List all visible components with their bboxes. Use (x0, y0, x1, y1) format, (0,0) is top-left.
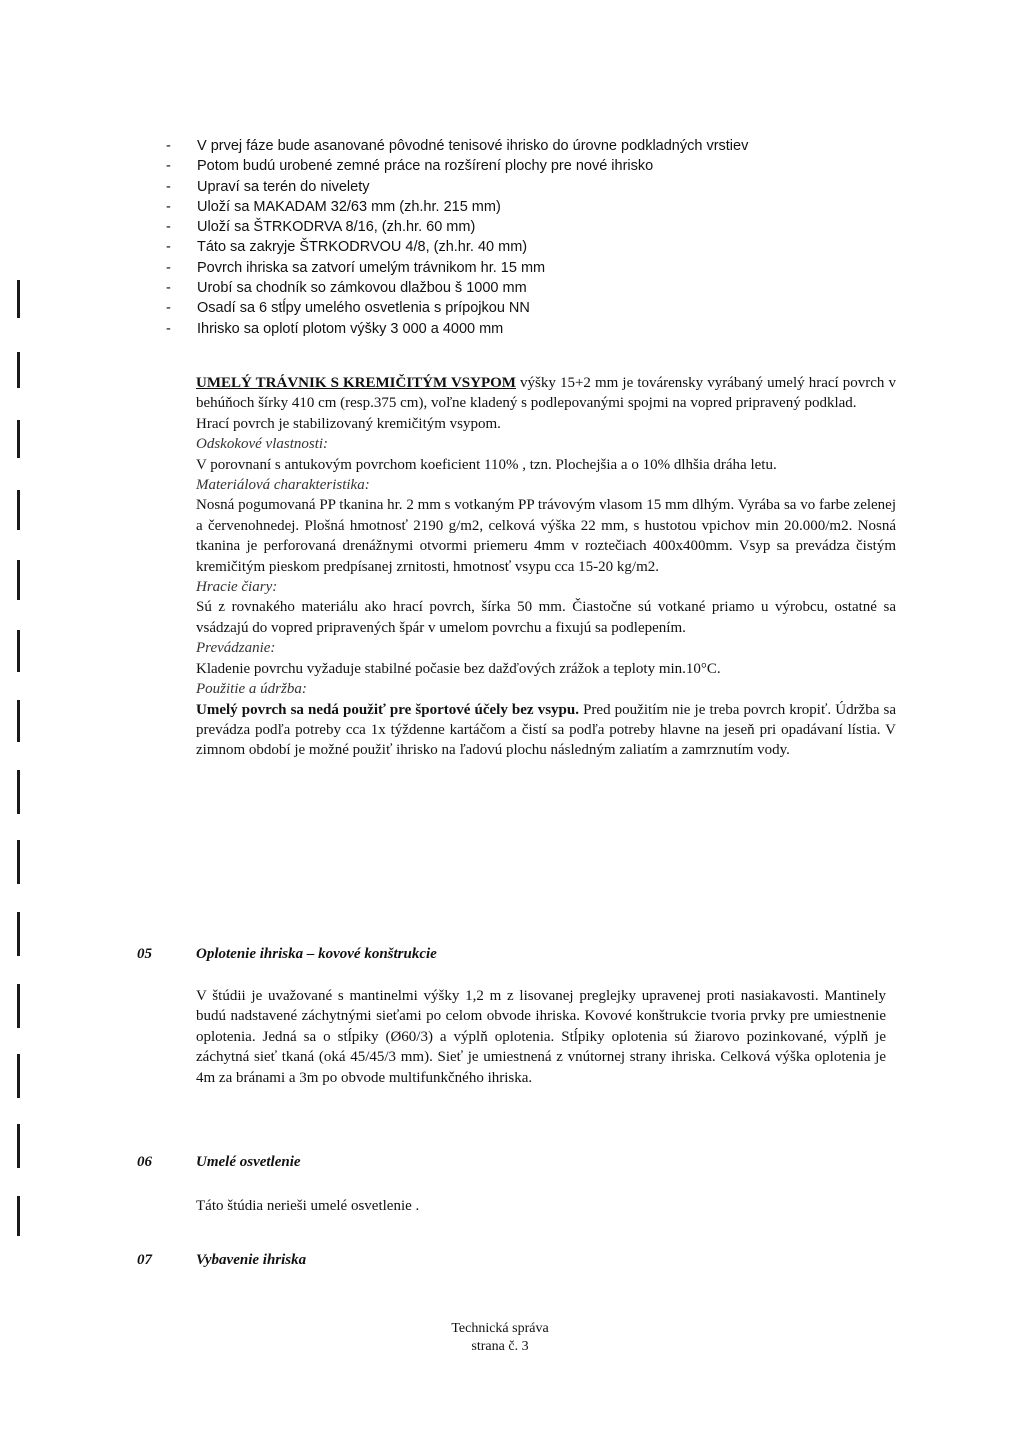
turf-intro-text: výšky 15+2 mm je továrensky vyrábaný umelý hrací povrch v behúňoch šírky 410 cm (resp.375 cm), voľne kladený s podlepovanými spojmi na vopred pripravený podklad. (196, 375, 896, 412)
page-number: strana č. 3 (471, 1339, 529, 1354)
page-footer (380, 1320, 620, 1356)
section-number: 07 (137, 1252, 152, 1268)
margin-mark (17, 1054, 20, 1098)
turf-description (196, 373, 896, 761)
heading-bounce: Odskokové vlastnosti: (196, 436, 329, 453)
section-title: Vybavenie ihriska (196, 1252, 307, 1268)
margin-mark (17, 700, 20, 742)
list-item: - Osadí sa 6 stĺpy umelého osvetlenia s prípojkou NN (166, 298, 886, 318)
margin-mark (17, 630, 20, 672)
heading-use: Použitie a údržba: (196, 681, 307, 698)
margin-mark (17, 1124, 20, 1168)
section-body: V štúdii je uvažované s mantinelmi výšky 1,2 m z lisovanej preglejky upravenej proti nasiakavosti. Mantinely budú nadstavené záchytnými sieťami po celom obvode ihriska. Kovové konštrukcie tvoria prvky pre umiestnenie oplotenia. Jedná sa o stĺpiky (Ø60/3) a výplň oplotenia. Stĺpiky oplotenia sú žiarovo pozinkované, výplň je záchytná sieť tkaná (oká 45/45/3 mm). Sieť je umiestnená z vnútornej strany ihriska. Celková výška oplotenia je 4m za bránami a 3m po obvode multifunkčného ihriska. (196, 988, 886, 1086)
material-text: Nosná pogumovaná PP tkanina hr. 2 mm s votkaným PP trávovým vlasom 15 mm dlhým. Vyrába sa vo farbe zelenej a červenohnedej. Plošná hmotnosť 2190 g/m2, celková výška 22 mm, s hustotou vpichov min 20.000/m2. Nosná tkanina je perforovaná drenážnymi otvormi priemeru 4mm v roztečiach 400x400mm. Vsyp sa prevádza čistým kremičitým pieskom predpísanej zrnitosti, hmotnosť vsypu cca 15-20 kg/m2. (196, 497, 896, 575)
lines-text: Sú z rovnakého materiálu ako hrací povrch, šírka 50 mm. Čiastočne sú votkané priamo u výrobcu, ostatné sa vsádzajú do vopred pripravených špár v umelom povrchu a fixujú sa podlepením. (196, 599, 896, 636)
heading-lines: Hracie čiary: (196, 579, 278, 596)
margin-mark (17, 420, 20, 458)
margin-mark (17, 912, 20, 956)
construction-steps-list (166, 136, 886, 339)
margin-mark (17, 280, 20, 318)
list-item: - Uloží sa MAKADAM 32/63 mm (zh.hr. 215 mm) (166, 197, 886, 217)
use-text (196, 700, 896, 761)
turf-product-name: UMELÝ TRÁVNIK S KREMIČITÝM VSYPOM (196, 375, 516, 391)
list-item: - Povrch ihriska sa zatvorí umelým trávnikom hr. 15 mm (166, 258, 886, 278)
list-item: - Táto sa zakryje ŠTRKODRVOU 4/8, (zh.hr. 40 mm) (166, 237, 886, 257)
turf-intro (196, 373, 896, 414)
margin-mark (17, 840, 20, 884)
execution-text: Kladenie povrchu vyžaduje stabilné počasie bez dažďových zrážok a teploty min.10°C. (196, 660, 721, 677)
list-item: - Ihrisko sa oplotí plotom výšky 3 000 a 4000 mm (166, 319, 886, 339)
section-number: 06 (137, 1154, 152, 1170)
list-item: - Potom budú urobené zemné práce na rozšírení plochy pre nové ihrisko (166, 156, 886, 176)
turf-stabilized: Hrací povrch je stabilizovaný kremičitým vsypom. (196, 415, 501, 432)
bounce-text: V porovnaní s antukovým povrchom koeficient 110% , tzn. Plochejšia a o 10% dlhšia dráha letu. (196, 456, 777, 473)
section-title: Oplotenie ihriska – kovové konštrukcie (196, 946, 437, 962)
list-item: - V prvej fáze bude asanované pôvodné tenisové ihrisko do úrovne podkladných vrstiev (166, 136, 886, 156)
list-item: - Urobí sa chodník so zámkovou dlažbou š 1000 mm (166, 278, 886, 298)
margin-mark (17, 560, 20, 600)
section-number: 05 (137, 946, 152, 962)
margin-mark (17, 984, 20, 1028)
margin-mark (17, 352, 20, 388)
use-rest: Pred použitím nie je treba povrch kropiť. Údržba sa prevádza podľa potreby cca 1x týždenne kartáčom a čistí sa podľa potreby hlavne na jeseň pri opadávaní lístia. V zimnom období je možné použiť ihrisko na ľadovú plochu následným zaliatím a zamrznutím vody. (196, 701, 896, 759)
footer-title: Technická správa (451, 1321, 549, 1336)
use-warning: Umelý povrch sa nedá použiť pre športové účely bez vsypu. (196, 701, 579, 718)
list-item: - Uloží sa ŠTRKODRVA 8/16, (zh.hr. 60 mm) (166, 217, 886, 237)
list-item: - Upraví sa terén do nivelety (166, 177, 886, 197)
margin-mark (17, 770, 20, 814)
section-title: Umelé osvetlenie (196, 1154, 301, 1170)
heading-execution: Prevádzanie: (196, 640, 276, 657)
heading-material: Materiálová charakteristika: (196, 477, 370, 494)
margin-mark (17, 1196, 20, 1236)
section-body: Táto štúdia nerieši umelé osvetlenie . (196, 1198, 420, 1214)
margin-mark (17, 490, 20, 530)
